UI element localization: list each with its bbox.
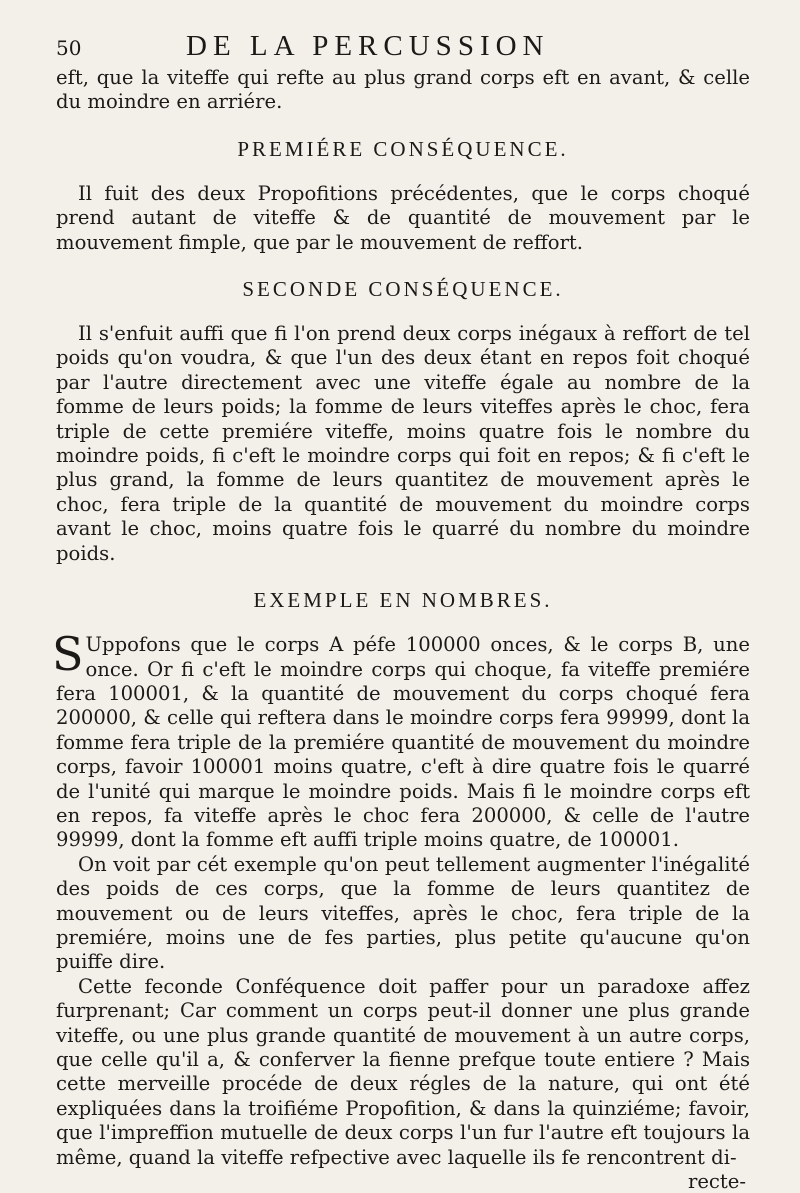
continued-paragraph: eft, que la viteffe qui refte au plus grand corps eft en avant, & celle du moindre en arriére. [56,66,750,114]
page-number: 50 [56,36,82,60]
page-header [56,30,750,64]
paragraph-exemple-3: Cette feconde Conféquence doit paffer pour un paradoxe affez furprenant; Car comment un corps peut-il donner une plus grande viteffe, ou une plus grande quantité de mouvement à un autre corps, que celle qu'il a, & conferver la fienne prefque toute entiere ? Mais cette merveille procéde de deux régles de la nature, qui ont été expliquées dans la troifiéme Propofition, & dans la quinziéme; favoir, que l'impreffion mutuelle de deux corps l'un fur l'autre eft toujours la même, quand la viteffe refpective avec laquelle ils fe rencontrent di- [56,974,750,1169]
paragraph-exemple-1: SUppofons que le corps A péfe 100000 onces, & le corps B, une once. Or fi c'eft le moindre corps qui choque, fa viteffe premiére fera 100001, & la quantité de mouvement du corps choqué fera 200000, & celle qui reftera dans le moindre corps fera 99999, dont la fomme fera triple de la premiére quantité de mouvement du moindre corps, favoir 100001 moins quatre, c'eft à dire quatre fois le quarré de l'unité qui marque le moindre poids. Mais fi le moindre corps eft en repos, fa viteffe après le choc fera 200000, & celle de l'autre 99999, dont la fomme eft auffi triple moins quatre, de 100001. [52,627,750,852]
heading-premiere-consequence: PREMIÉRE CONSÉQUENCE. [237,136,569,161]
paragraph-exemple-2: On voit par cét exemple qu'on peut tellement augmenter l'inégalité des poids de ces corps, que la fomme de leurs quantitez de mouvement ou de leurs viteffes, après le choc, fera triple de la premiére, moins une de fes parties, plus petite qu'aucune qu'on puiffe dire. [56,852,750,974]
heading-exemple-en-nombres: EXEMPLE EN NOMBRES. [253,588,553,613]
heading-seconde-consequence: SECONDE CONSÉQUENCE. [242,277,564,302]
paragraph-premiere-consequence: Il fuit des deux Propofitions précédentes, que le corps choqué prend autant de viteffe & de quantité de mouvement par le mouvement fimple, que par le mouvement de reffort. [56,181,750,254]
catchword: recte- [687,1170,746,1193]
running-head: DE LA PERCUSSION [186,30,550,62]
paragraph-seconde-consequence: Il s'enfuit auffi que fi l'on prend deux corps inégaux à reffort de tel poids qu'on voudra, & que l'un des deux étant en repos foit choqué par l'autre directement avec une viteffe égale au nombre de la fomme de leurs poids; la fomme de leurs viteffes après le choc, fera triple de cette premiére viteffe, moins quatre fois le nombre du moindre poids, fi c'eft le moindre corps qui foit en repos; & fi c'eft le plus grand, la fomme de leurs quantitez de mouvement après le choc, fera triple de la quantité de mouvement du moindre corps avant le choc, moins quatre fois le quarré du nombre du moindre poids. [56,322,750,565]
